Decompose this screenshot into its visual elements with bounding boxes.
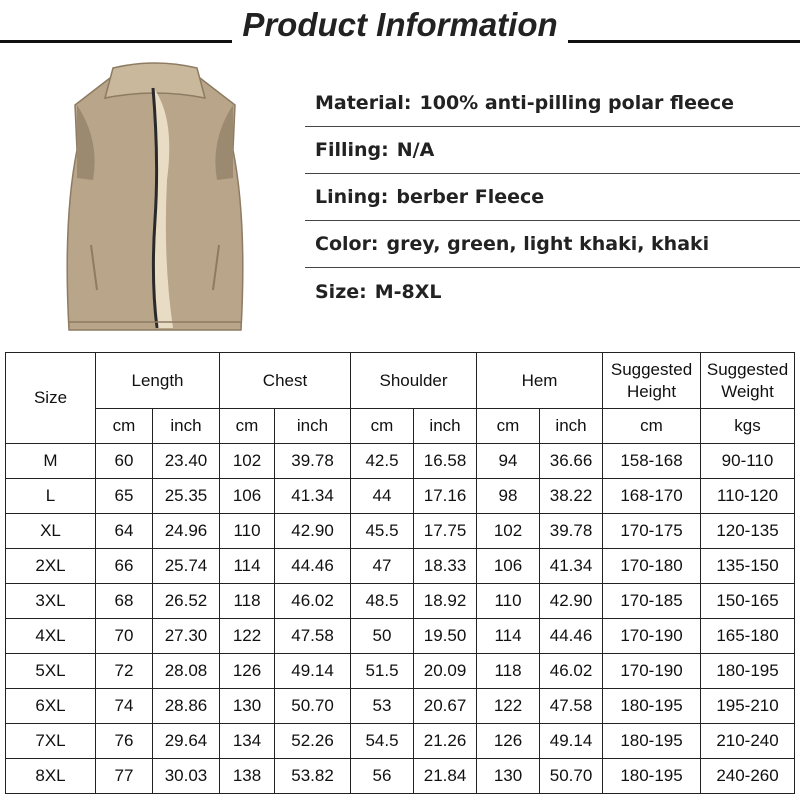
table-cell: 28.86 [153, 689, 220, 724]
table-cell: 170-190 [603, 654, 701, 689]
table-cell: 170-175 [603, 514, 701, 549]
table-cell: 168-170 [603, 479, 701, 514]
table-cell: 44.46 [540, 619, 603, 654]
table-cell: 49.14 [540, 724, 603, 759]
unit-cell: cm [96, 409, 153, 444]
table-cell: 102 [477, 514, 540, 549]
table-cell: 110 [477, 584, 540, 619]
table-cell: 47.58 [275, 619, 351, 654]
table-cell: 20.09 [414, 654, 477, 689]
table-cell: 25.74 [153, 549, 220, 584]
table-cell: 56 [351, 759, 414, 794]
table-cell: 76 [96, 724, 153, 759]
unit-cell: cm [603, 409, 701, 444]
table-cell: 49.14 [275, 654, 351, 689]
table-row [6, 759, 795, 794]
table-cell: 53 [351, 689, 414, 724]
table-cell: 44 [351, 479, 414, 514]
table-cell: 68 [96, 584, 153, 619]
table-cell: 106 [220, 479, 275, 514]
units-row [6, 409, 795, 444]
table-cell: 42.90 [275, 514, 351, 549]
table-cell: 18.92 [414, 584, 477, 619]
col-header-chest: Chest [220, 353, 351, 409]
table-cell: 130 [220, 689, 275, 724]
table-cell: 106 [477, 549, 540, 584]
size-label-cell: 3XL [6, 584, 96, 619]
table-cell: 66 [96, 549, 153, 584]
table-cell: 38.22 [540, 479, 603, 514]
table-cell: 130 [477, 759, 540, 794]
size-label-cell: 4XL [6, 619, 96, 654]
table-cell: 21.84 [414, 759, 477, 794]
table-row [6, 724, 795, 759]
table-row [6, 654, 795, 689]
table-cell: 21.26 [414, 724, 477, 759]
size-label-cell: M [6, 444, 96, 479]
table-cell: 240-260 [701, 759, 795, 794]
col-header-length: Length [96, 353, 220, 409]
table-cell: 42.90 [540, 584, 603, 619]
table-cell: 114 [477, 619, 540, 654]
table-cell: 195-210 [701, 689, 795, 724]
table-cell: 47 [351, 549, 414, 584]
table-cell: 102 [220, 444, 275, 479]
table-cell: 180-195 [603, 759, 701, 794]
table-row [6, 479, 795, 514]
table-cell: 47.58 [540, 689, 603, 724]
table-cell: 48.5 [351, 584, 414, 619]
spec-row-filling: Filling: N/A [305, 127, 800, 174]
table-cell: 170-190 [603, 619, 701, 654]
table-cell: 114 [220, 549, 275, 584]
col-header-weight: Suggested Weight [701, 353, 795, 409]
table-cell: 170-180 [603, 549, 701, 584]
col-header-height: Suggested Height [603, 353, 701, 409]
table-row [6, 584, 795, 619]
table-cell: 60 [96, 444, 153, 479]
table-cell: 20.67 [414, 689, 477, 724]
table-cell: 180-195 [701, 654, 795, 689]
table-cell: 170-185 [603, 584, 701, 619]
table-row [6, 619, 795, 654]
spec-row-material: Material: 100% anti-pilling polar fleece [305, 80, 800, 127]
table-cell: 29.64 [153, 724, 220, 759]
table-cell: 26.52 [153, 584, 220, 619]
header-row [6, 353, 795, 409]
table-cell: 46.02 [275, 584, 351, 619]
page-header [0, 0, 800, 50]
table-cell: 74 [96, 689, 153, 724]
unit-cell: cm [351, 409, 414, 444]
spec-row-color: Color: grey, green, light khaki, khaki [305, 221, 800, 268]
unit-cell: kgs [701, 409, 795, 444]
unit-cell: inch [153, 409, 220, 444]
table-cell: 77 [96, 759, 153, 794]
table-cell: 53.82 [275, 759, 351, 794]
table-cell: 41.34 [275, 479, 351, 514]
unit-cell: inch [540, 409, 603, 444]
size-label-cell: L [6, 479, 96, 514]
unit-cell: cm [220, 409, 275, 444]
table-cell: 51.5 [351, 654, 414, 689]
table-cell: 65 [96, 479, 153, 514]
table-cell: 44.46 [275, 549, 351, 584]
table-cell: 110-120 [701, 479, 795, 514]
page-title: Product Information [0, 6, 800, 44]
table-cell: 46.02 [540, 654, 603, 689]
table-cell: 118 [477, 654, 540, 689]
size-label-cell: 2XL [6, 549, 96, 584]
size-label-cell: XL [6, 514, 96, 549]
table-cell: 50 [351, 619, 414, 654]
table-cell: 50.70 [540, 759, 603, 794]
unit-cell: inch [414, 409, 477, 444]
table-cell: 30.03 [153, 759, 220, 794]
size-label-cell: 6XL [6, 689, 96, 724]
table-cell: 24.96 [153, 514, 220, 549]
spec-list [305, 80, 800, 315]
table-cell: 180-195 [603, 689, 701, 724]
table-cell: 17.16 [414, 479, 477, 514]
table-cell: 27.30 [153, 619, 220, 654]
spec-row-size: Size: M-8XL [315, 280, 442, 303]
table-cell: 135-150 [701, 549, 795, 584]
fleece-vest-icon [55, 60, 255, 345]
table-cell: 52.26 [275, 724, 351, 759]
spec-row-lining: Lining: berber Fleece [305, 174, 800, 221]
table-cell: 165-180 [701, 619, 795, 654]
table-cell: 54.5 [351, 724, 414, 759]
table-cell: 16.58 [414, 444, 477, 479]
table-cell: 39.78 [275, 444, 351, 479]
col-header-shoulder: Shoulder [351, 353, 477, 409]
table-cell: 122 [477, 689, 540, 724]
table-cell: 19.50 [414, 619, 477, 654]
table-cell: 158-168 [603, 444, 701, 479]
table-cell: 94 [477, 444, 540, 479]
table-cell: 41.34 [540, 549, 603, 584]
table-cell: 118 [220, 584, 275, 619]
table-cell: 23.40 [153, 444, 220, 479]
unit-cell: cm [477, 409, 540, 444]
size-label-cell: 5XL [6, 654, 96, 689]
table-cell: 25.35 [153, 479, 220, 514]
table-row [6, 444, 795, 479]
table-cell: 45.5 [351, 514, 414, 549]
table-cell: 150-165 [701, 584, 795, 619]
table-cell: 210-240 [701, 724, 795, 759]
table-cell: 122 [220, 619, 275, 654]
col-header-size: Size [6, 353, 96, 444]
table-cell: 180-195 [603, 724, 701, 759]
table-cell: 110 [220, 514, 275, 549]
size-label-cell: 8XL [6, 759, 96, 794]
table-cell: 134 [220, 724, 275, 759]
table-cell: 18.33 [414, 549, 477, 584]
table-cell: 90-110 [701, 444, 795, 479]
table-cell: 17.75 [414, 514, 477, 549]
table-cell: 120-135 [701, 514, 795, 549]
col-header-hem: Hem [477, 353, 603, 409]
unit-cell: inch [275, 409, 351, 444]
table-cell: 42.5 [351, 444, 414, 479]
table-cell: 126 [220, 654, 275, 689]
table-cell: 138 [220, 759, 275, 794]
table-row [6, 514, 795, 549]
table-cell: 126 [477, 724, 540, 759]
size-rows [6, 444, 795, 794]
table-cell: 72 [96, 654, 153, 689]
table-cell: 50.70 [275, 689, 351, 724]
size-label-cell: 7XL [6, 724, 96, 759]
table-cell: 70 [96, 619, 153, 654]
table-row [6, 689, 795, 724]
table-cell: 39.78 [540, 514, 603, 549]
table-cell: 98 [477, 479, 540, 514]
table-cell: 36.66 [540, 444, 603, 479]
size-chart-table [5, 352, 795, 794]
table-cell: 64 [96, 514, 153, 549]
table-cell: 28.08 [153, 654, 220, 689]
table-row [6, 549, 795, 584]
